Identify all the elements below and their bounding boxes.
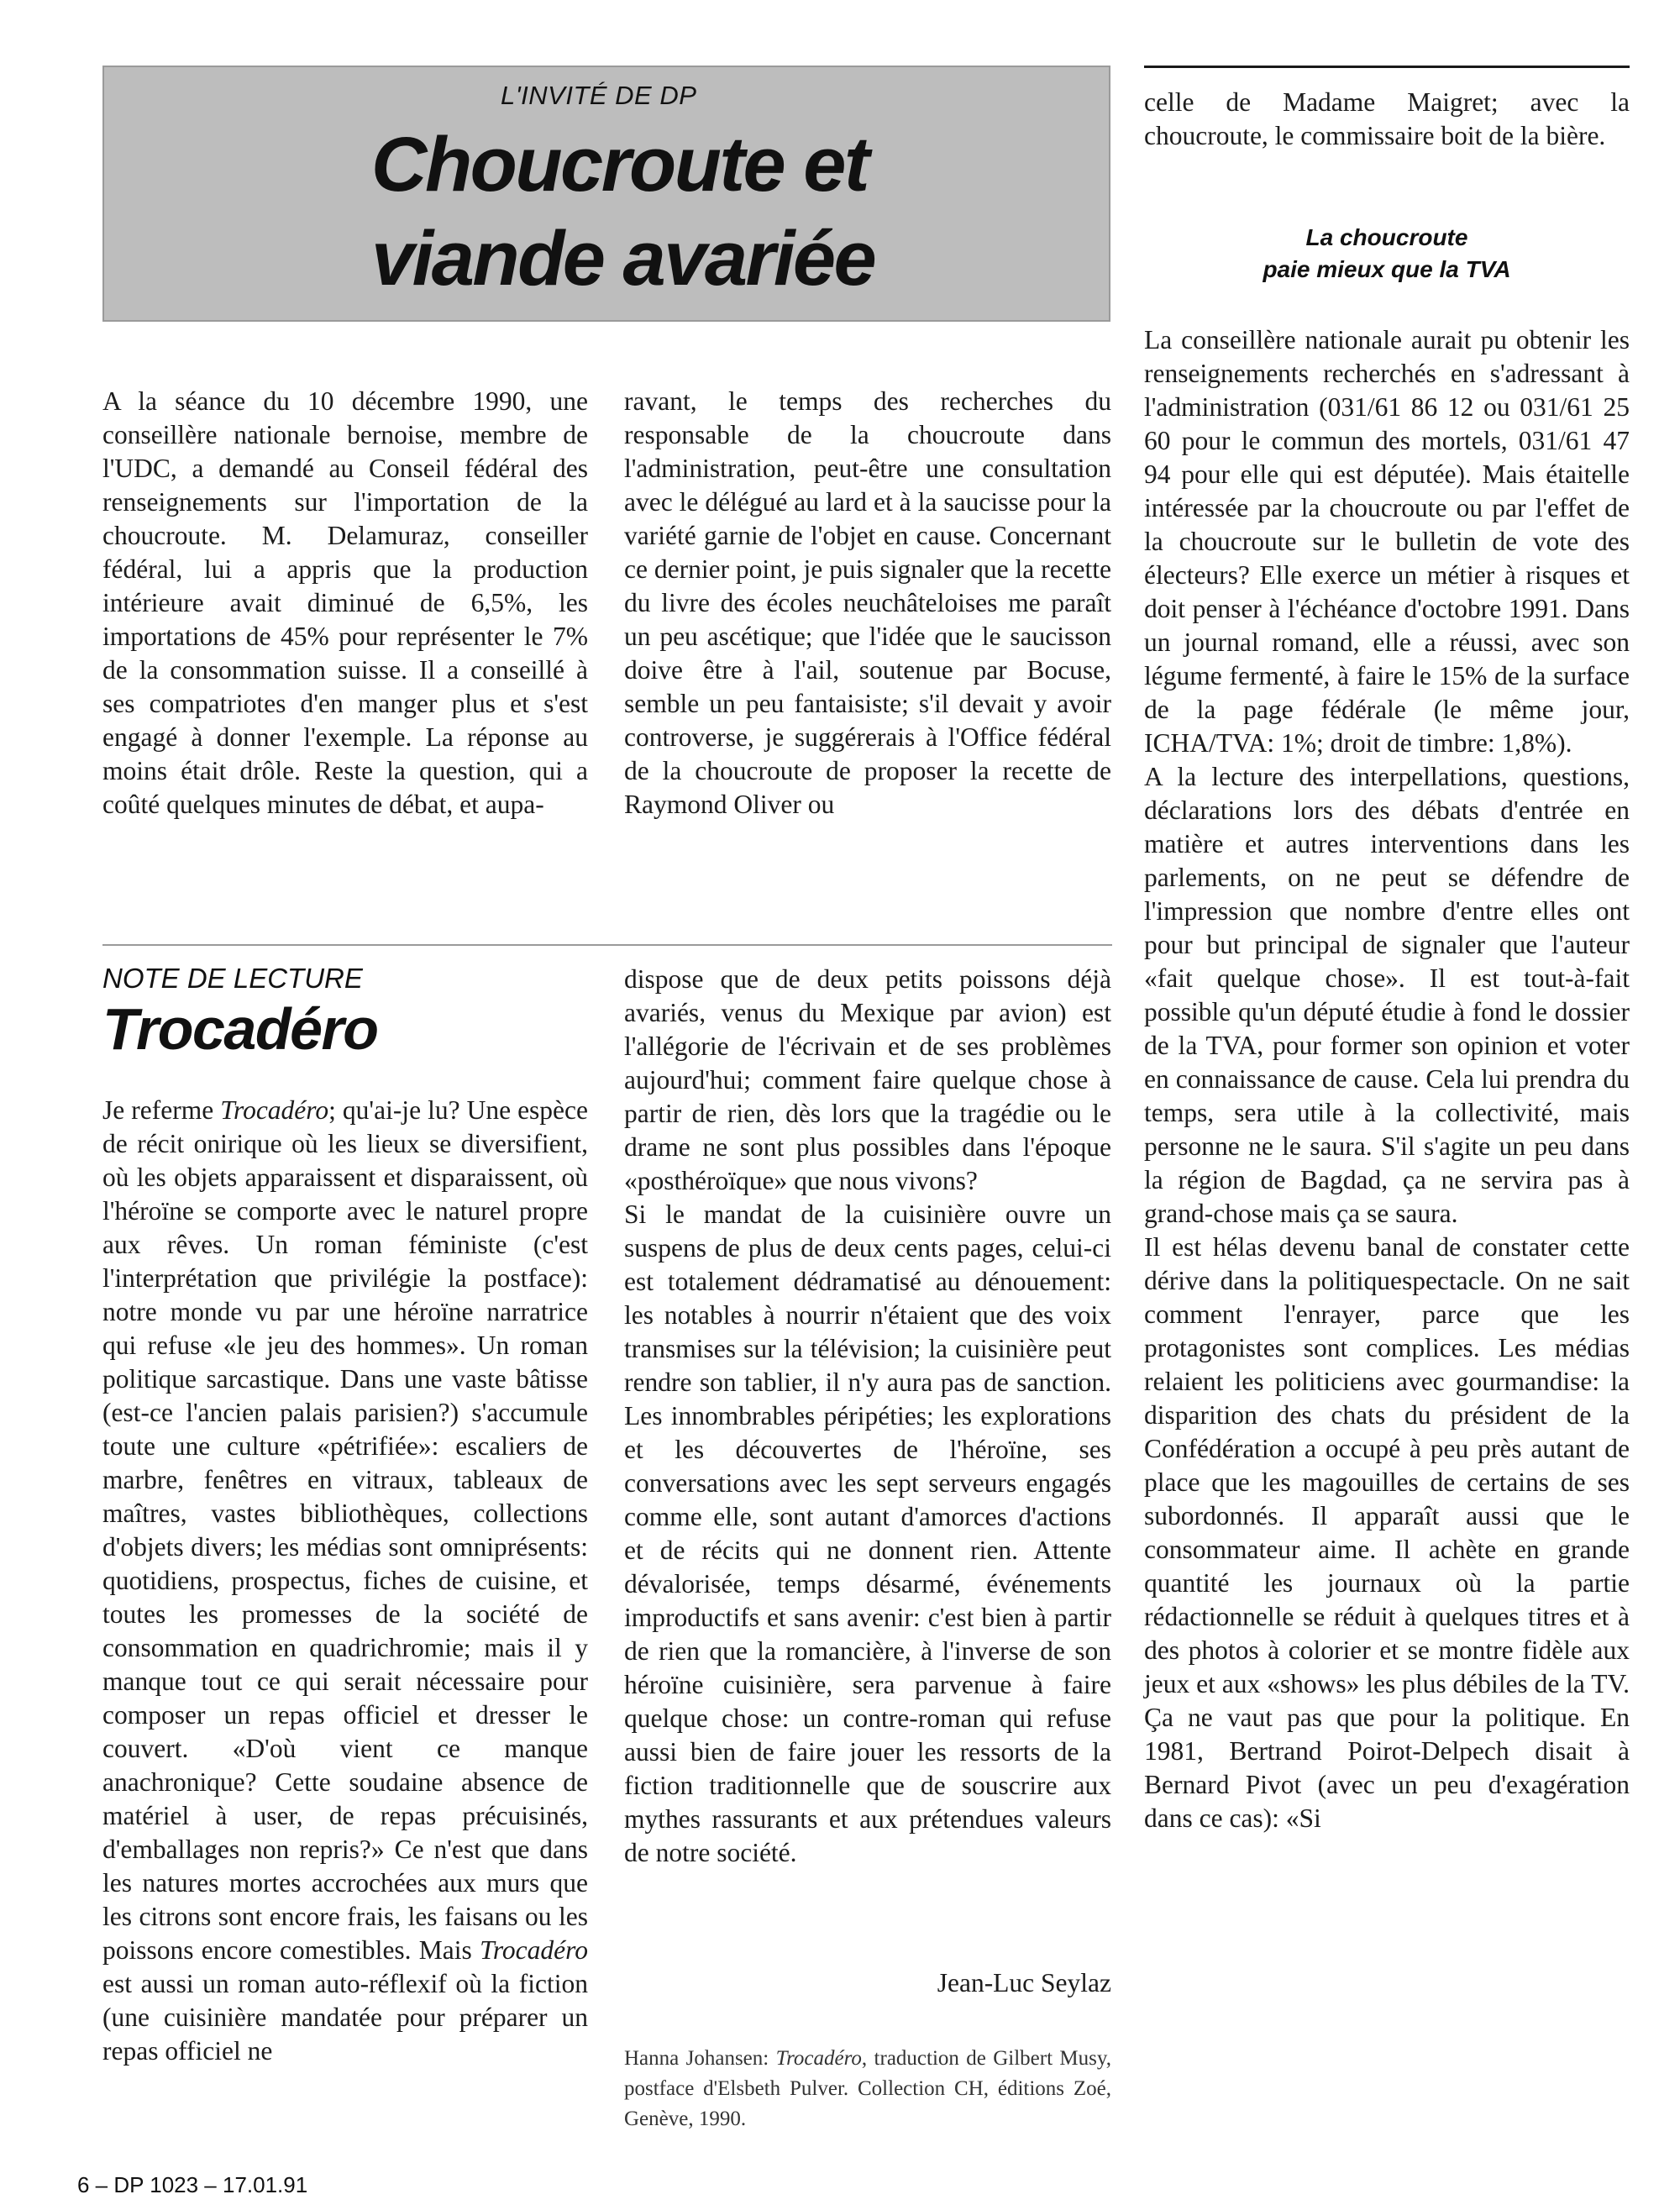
book-reference <box>624 2044 1111 2134</box>
section-kicker: NOTE DE LECTURE <box>102 963 363 994</box>
article-divider <box>102 944 1112 946</box>
paragraph: A la lecture des interpellations, questions, déclarations lors des débats d'entrée en matière et autres interventions dans les parlements, on ne peut se défendre de l'impression que nombre d'entre elles ont pour but principal de signaler que l'auteur «fait quelque chose». Il est tout-à-fait possible qu'un député étudie à fond le dossier de la TVA, pour former son opinion et voter en connaissance de cause. Cela lui prendra du temps, sera utile à la collectivité, mais personne ne le saura. S'il s'agite un peu dans la région de Bagdad, ça ne servira pas à grand-chose mais ça se saura. <box>1144 762 1630 1228</box>
title-line-2: viande avariée <box>371 216 875 302</box>
author-signature: Jean-Luc Seylaz <box>937 1968 1111 1997</box>
article1-column-1 <box>102 385 588 822</box>
article1-column-3-body <box>1144 323 1630 1835</box>
header-kicker: L'INVITÉ DE DP <box>501 81 697 110</box>
page-footer: 6 – DP 1023 – 17.01.91 <box>77 2172 308 2197</box>
book-title: Trocadéro <box>775 2047 862 2070</box>
book-title: Trocadéro <box>480 1935 588 1965</box>
paragraph: A la séance du 10 décembre 1990, une conseillère nationale bernoise, membre de l'UDC, a demandé au Conseil fédéral des renseignements sur l'importation de la choucroute. M. Delamuraz, conseiller fédéral, lui a appris que la production intérieure avait diminué de 6,5%, les importations de 45% pour représenter le 7% de la consommation suisse. Il a conseillé à ses compatriotes d'en manger plus et s'est engagé à donner l'exemple. La réponse au moins était drôle. Reste la question, qui a coûté quelques minutes de débat, et aupa- <box>102 386 588 819</box>
text-segment: Hanna Johansen: <box>624 2047 776 2070</box>
text-segment: Je referme <box>102 1095 221 1125</box>
text-segment: , traduction de Gilbert Musy, postface d'Elsbeth Pulver. Collection CH, éditions Zoé, Genève, 1990. <box>624 2047 1111 2130</box>
article1-column-2 <box>624 385 1111 822</box>
subheading-line-1: La choucroute <box>1305 224 1468 250</box>
paragraph: celle de Madame Maigret; avec la choucroute, le commissaire boit de la bière. <box>1144 87 1630 150</box>
paragraph: La conseillère nationale aurait pu obtenir les renseignements recherchés en s'adressant à l'administration (031/61 86 12 ou 031/61 25 60 pour le commun des mortels, 031/61 47 94 pour elle qui est députée). Mais étaitelle intéressée par la choucroute ou par l'effet de la choucroute sur le bulletin de vote des électeurs? Elle exerce un métier à risques et doit penser à l'échéance d'octobre 1991. Dans un journal romand, elle a réussi, avec son légume fermenté, à faire le 15% de la surface de la page fédérale (le même jour, ICHA/TVA: 1%; droit de timbre: 1,8%). <box>1144 325 1630 758</box>
article-title <box>371 118 1060 306</box>
paragraph: ravant, le temps des recherches du responsable de la choucroute dans l'administration, peut-être une consultation avec le délégué au lard et à la saucisse pour la variété garnie de l'objet en cause. Concernant ce dernier point, je puis signaler que la recette du livre des écoles neuchâteloises me paraît un peu ascétique; que l'idée que le saucisson doive être à l'ail, soutenue par Bocuse, semble un peu fantaisiste; s'il devait y avoir controverse, je suggérerais à l'Office fédéral de la choucroute de proposer la recette de Raymond Oliver ou <box>624 386 1111 819</box>
subheading-line-2: paie mieux que la TVA <box>1263 256 1511 282</box>
text-segment: est aussi un roman auto-réflexif où la fiction (une cuisinière mandatée pour préparer un repas officiel ne <box>102 1969 588 2066</box>
paragraph <box>102 1094 588 2068</box>
article2-column-2 <box>624 963 1111 1870</box>
paragraph: Il est hélas devenu banal de constater cette dérive dans la politiquespectacle. On ne sait comment l'enrayer, parce que les protagonistes sont complices. Les médias relaient les politiciens avec gourmandise: la disparition des chats du président de la Confédération a occupé à peu près autant de place que les magouilles de certains de ses subordonnés. Il apparaît aussi que le consommateur aime. Il achète en grande quantité les journaux où la partie rédactionnelle se réduit à quelques titres et à des photos à colorier et se montre fidèle aux jeux et aux «shows» les plus débiles de la TV. Ça ne vaut pas que pour la politique. En 1981, Bertrand Poirot-Delpech disait à Bernard Pivot (avec un peu d'exagération dans ce cas): «Si <box>1144 1232 1630 1833</box>
subheading <box>1144 222 1630 286</box>
article1-column-3-intro <box>1144 86 1630 153</box>
book-title: Trocadéro <box>220 1095 329 1125</box>
paragraph: dispose que de deux petits poissons déjà avariés, venus du Mexique par avion) est l'allégorie de l'écrivain et de ses problèmes aujourd'hui; comment faire quelque chose à partir de rien, dès lors que la tragédie ou le drame ne sont plus possibles dans l'époque «posthéroïque» que nous vivons? <box>624 964 1111 1195</box>
review-title: Trocadéro <box>102 996 378 1062</box>
title-line-1: Choucroute et <box>371 122 869 207</box>
column-rule <box>1144 66 1630 68</box>
paragraph: Si le mandat de la cuisinière ouvre un suspens de plus de deux cents pages, celui-ci est totalement dédramatisé au dénouement: les notables à nourrir n'étaient que des voix transmises sur la télévision; la cuisinière peut rendre son tablier, il n'y aura pas de sanction. Les innombrables péripéties; les explorations et les découvertes de l'héroïne, ses conversations avec les sept serveurs engagés comme elle, sont autant d'amorces d'actions et de récits qui ne donnent rien. Attente dévalorisée, temps désarmé, événements improductifs et sans avenir: c'est bien à partir de rien que la romancière, à l'inverse de son héroïne cuisinière, sera parvenue à faire quelque chose: un contre-roman qui refuse aussi bien de faire jouer les ressorts de la fiction traditionnelle que de souscrire aux mythes rassurants et aux prétendues valeurs de notre société. <box>624 1199 1111 1867</box>
text-segment: ; qu'ai-je lu? Une espèce de récit onirique où les lieux se diversifient, où les objets apparaissent et disparaissent, où l'héroïne se comporte avec le naturel propre aux rêves. Un roman féministe (c'est l'interprétation que privilégie la postface): notre monde vu par une héroïne narratrice qui refuse «le jeu des hommes». Un roman politique sarcastique. Dans une vaste bâtisse (est-ce l'ancien palais parisien?) s'accumule toute une culture «pétrifiée»: escaliers de marbre, fenêtres en vitraux, tableaux de maîtres, vastes bibliothèques, collections d'objets divers; les médias sont omniprésents: quotidiens, prospectus, fiches de cuisine, et toutes les promesses de la société de consommation en quadrichromie; mais il y manque tout ce qui serait nécessaire pour composer un repas officiel et dresser le couvert. «D'où vient ce manque anachronique? Cette soudaine absence de matériel à user, de repas précuisinés, d'emballages non repris?» Ce n'est que dans les natures mortes accrochées aux murs que les citrons sont encore frais, les faisans ou les poissons encore comestibles. Mais <box>102 1095 589 1965</box>
article2-column-1 <box>102 1094 588 2068</box>
